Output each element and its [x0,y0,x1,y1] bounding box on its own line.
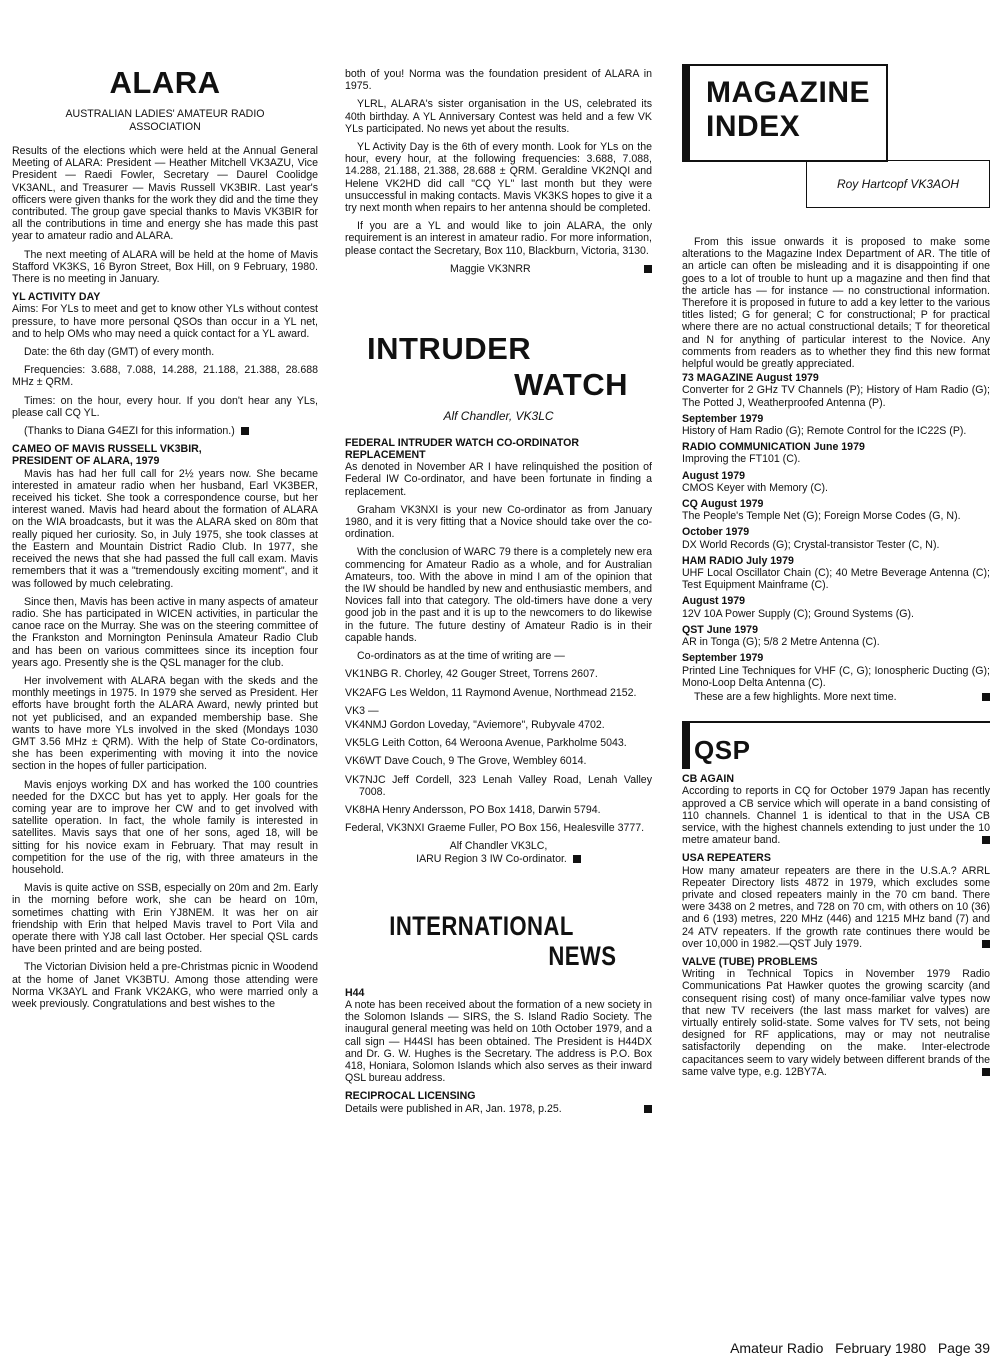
entry-text: History of Ham Radio (G); Remote Control for the IC22S (P). [682,425,967,438]
alara-subtitle [12,108,318,133]
entry-heading: RADIO COMMUNICATION June 1979 [682,441,865,454]
list-item: VK1NBG R. Chorley, 42 Gouger Street, Torrens 2607. [345,668,598,681]
index-byline: Roy Hartcopf VK3AOH [836,177,960,191]
section-heading: RECIPROCAL LICENSING [345,1090,476,1103]
index-entry [682,595,990,619]
closing-line [682,691,990,703]
column-middle [345,0,652,1121]
intl-title-line1: INTERNATIONAL [389,910,574,941]
list-item: VK2AFG Les Weldon, 11 Raymond Avenue, Northmead 2152. [345,686,637,699]
paragraph: Times: on the hour, every hour. If you don't hear any YLs, please call CQ YL. [12,394,318,419]
paragraph: both of you! Norma was the foundation president of ALARA in 1975. [345,68,652,93]
paragraph: Co-ordinators as at the time of writing are — [357,650,565,663]
list-item: VK7NJC Jeff Cordell, 323 Lenah Valley Road, Lenah Valley 7008. [345,773,652,798]
entry-text: Improving the FT101 (C). [682,453,801,466]
entry-heading: CQ August 1979 [682,498,764,511]
section-heading: USA REPEATERS [682,852,771,865]
intruder-signature [345,840,652,864]
intruder-title-line1: INTRUDER [367,330,532,366]
paragraph: Mavis is quite active on SSB, especially on 20m and 2m. Early in the morning before work, she can be heard on 10m, sometimes chatting with Erin YJ8NEM. It was her on air friendship with Erin that helped Mavis travel to Port Vila and operate there with YJ8 call last October. Her special QSL cards have been printed and are being posted. [12,882,318,956]
banner-box [682,64,888,162]
column-left [12,0,318,1016]
end-mark-icon [241,427,249,435]
paragraph: If you are a YL and would like to join ALARA, the only requirement is an interest in amateur radio. For more information, please contact the Secretary, Box 110, Blackburn, Victoria, 3130. [345,220,652,257]
section-heading: CB AGAIN [682,773,734,786]
qsp-title: QSP [694,735,751,766]
paragraph: The next meeting of ALARA will be held at the home of Mavis Stafford VK3KS, 16 Byron Street, Box Hill, on 9 February, 1980. There is no meeting in January. [12,248,318,286]
index-entry [682,470,990,494]
paragraph: The Victorian Division held a pre-Christmas picnic in Woodend at the home of Janet VK3BTU. Among those attending were Norma VK3AYL and Frank VK2AKG, who were married only a week previously. Congratulations and best wishes to the [12,961,318,1010]
entry-text: UHF Local Oscillator Chain (C); 40 Metre Beverage Antenna (C); Test Equipment Mainframe (C). [682,567,990,592]
qsp-repeaters-text: How many amateur repeaters are there in the U.S.A.? ARRL Repeater Directory lists 4872 in 1979, which excludes some private and closed repeaters mainly in the 70 cm band. There were 3438 on 2 metres, and 728 on 70 cm, with others on 10 (36) and 6 (193) metres, 220 MHz (446) and 1215 MHz band (7) and 24 ATV repeaters. If the growth rate continues there would be over 10,000 in 1982.—QST July 1979. [682,864,990,950]
column-right [682,0,990,1084]
index-title [690,66,886,144]
magazine-index-banner [682,64,990,234]
list-item: Federal, VK3NXI Graeme Fuller, PO Box 156, Healesville 3777. [345,822,645,835]
section-heading [12,443,318,467]
heading-line: CAMEO OF MAVIS RUSSELL VK3BIR, [12,443,202,456]
list-item: VK3 — [345,704,379,717]
heading-line: REPLACEMENT [345,449,426,462]
paragraph: YLRL, ALARA's sister organisation in the US, celebrated its 40th birthday. A YL Anniversary Contest was held and a few VK YLs participated. No news yet about the results. [345,98,652,135]
qsp-section [682,721,990,769]
paragraph: As denoted in November AR I have relinquished the position of Federal IW Co-ordinator, and have been fortunate in finding a replacement. [345,461,652,498]
entry-heading: August 1979 [682,469,745,482]
end-mark-icon [982,693,990,701]
list-item: VK5LG Leith Cotton, 64 Weroona Avenue, Parkholme 5043. [345,737,627,750]
intruder-byline: Alf Chandler, VK3LC [443,408,554,423]
byline-box [806,160,990,208]
index-entry [682,441,990,465]
index-title-line2: INDEX [706,110,801,143]
index-entry [682,498,990,522]
paragraph: Aims: For YLs to meet and get to know other YLs without contest pressure, to have more personal QSOs than occur in a YL net, and to help OMs who may need a quick contact for a YL award. [12,303,318,340]
thanks-text: (Thanks to Diana G4EZI for this information.) [24,425,235,438]
paragraph: A note has been received about the formation of a new society in the Solomon Islands — SIRS, the S. Island Radio Society. The inaugural general meeting was held on 10th October 1979, and a call sign — H44SI has been obtained. The President is H44DX and Dr. G. W. Hughes is the Secretary. The address is P.O. Box 418, Honiara, Solomon Islands which also serves as their inward QSL bureau address. [345,998,652,1085]
index-title-line1: MAGAZINE [706,76,870,109]
index-entries [682,372,990,703]
section-heading [345,437,652,461]
entry-heading: HAM RADIO July 1979 [682,554,794,567]
paragraph [682,865,990,950]
index-entry [682,555,990,592]
entry-heading: 73 MAGAZINE August 1979 [682,372,819,385]
index-entry [682,413,990,437]
entry-heading: September 1979 [682,412,764,425]
intruder-title-line2: WATCH [514,366,628,402]
section-heading: H44 [345,986,365,999]
end-mark-icon [982,940,990,948]
paragraph [682,968,990,1078]
entry-heading: August 1979 [682,595,745,608]
end-mark-icon [982,836,990,844]
index-entry [682,624,990,648]
list-item: VK4NMJ Gordon Loveday, "Aviemore", Rubyvale 4702. [345,718,605,731]
list-item: VK6WT Dave Couch, 9 The Grove, Wembley 6014. [345,755,587,768]
entry-heading: September 1979 [682,652,764,665]
paragraph: Date: the 6th day (GMT) of every month. [24,346,215,359]
signature-row [345,263,652,277]
page-footer: Amateur Radio February 1980 Page 39 [730,1340,990,1356]
list-item: VK8HA Henry Andersson, PO Box 1418, Darwin 5794. [345,803,601,816]
paragraph: With the conclusion of WARC 79 there is a completely new era commencing for Amateur Radio as a whole, and for Australian Amateurs, too. With the above in mind I am of the opinion that the IW should be handled by new and enthusiastic members, and Novices fall into that category. The old-timers have done a very good job in the past and it is up to the newcomers to do likewise in the future. The future destiny of Amateur Radio is in their capable hands. [345,546,652,644]
alara-subtitle-line2: ASSOCIATION [129,120,201,133]
closing-text: These are a few highlights. More next time. [694,690,897,703]
section-heading: YL ACTIVITY DAY [12,291,101,304]
end-mark-icon [644,1105,652,1113]
entry-text: The People's Temple Net (G); Foreign Morse Codes (G, N). [682,510,961,523]
entry-text: CMOS Keyer with Memory (C). [682,481,828,494]
paragraph: From this issue onwards it is proposed to make some alterations to the Magazine Index Department of AR. The title of an article can often be misleading and it is disappointing if one goes to a lot of trouble to hunt up a magazine and then find that the article has — for instance — no constructional information. Therefore it is proposed in future to add a key letter to the various titles listed; G for general; C for constructional; P for practical where there are no actual constructional details; T for theoretical and N for anything of particular interest to the Novice. Any comments from readers as to whether they find this new format helpful would be greatly appreciated. [682,236,990,371]
entry-text: 12V 10A Power Supply (C); Ground Systems (G). [682,607,914,620]
signature-line: Alf Chandler VK3LC, [449,840,548,853]
entry-text: DX World Records (G); Crystal-transistor Tester (C, N). [682,538,940,551]
qsp-valve-text: Writing in Technical Topics in November 1979 Radio Communications Pat Hawker quotes the growing scarcity (and consequent rising cost) of many once-familiar valve types now that new TV receivers (the last mass market for valves) are virtually entirely solid-state. Some valves for TV sets, not being designed for RF applications, may or may not neutralise satisfactorily depending on the make. Inter-electrode capacitances seem to vary widely between different brands of the same valve type, e.g. 12BY7A. [682,968,990,1078]
section-heading: VALVE (TUBE) PROBLEMS [682,955,818,968]
index-entry [682,652,990,689]
entry-text: AR in Tonga (G); 5/8 2 Metre Antenna (C). [682,636,880,649]
alara-subtitle-line1: AUSTRALIAN LADIES' AMATEUR RADIO [65,108,265,120]
coordinator-list [345,668,652,834]
paragraph: Mavis enjoys working DX and has worked the 100 countries needed for the DXCC but has yet to apply. Her goals for the coming year are to improve her CW and to get involved with satellite operation. In fact, the whole family is interested in satellites. Mavis says that one of her sons, aged 18, will be sitting for his novice exam in February. That may result in competition for the use of the rig, with three amateurs in the household. [12,778,318,876]
index-entry [682,526,990,550]
paragraph [682,785,990,846]
entry-heading: October 1979 [682,526,750,539]
alara-title: ALARA [109,65,221,100]
paragraph: Results of the elections which were held at the Annual General Meeting of ALARA: President — Heather Mitchell VK3AZU, Vice President — Raedi Fowler, Secretary — Daurel Coolidge VK3ANL, and Treasurer — Mavis Russell VK3BIR. Last year's officers were given thanks for the work they did and the time they contributed. The group gave special thanks to Mavis VK3BIR for all the contributions in time and energy she has made this past year to amateur radio and ALARA. [12,145,318,243]
entry-heading: QST June 1979 [682,623,758,636]
reciprocal-text: Details were published in AR, Jan. 1978, p.25. [345,1102,562,1115]
end-mark-icon [644,265,652,273]
heading-line: FEDERAL INTRUDER WATCH CO-ORDINATOR [345,436,580,449]
signature-line [345,853,652,865]
heading-line: PRESIDENT OF ALARA, 1979 [12,455,160,468]
qsp-body [682,773,990,1078]
paragraph: Her involvement with ALARA began with the skeds and the monthly meetings in 1975. In 1979 she served as President. Her efforts have brought forth the ALARA Award, newly printed but not yet publicised, and an expanded membership base. She wants to have more YLs involved in the sked (Mondays 1030 GMT 3.56 MHz ± QRM). With the help of State Co-ordinators, she has been experimenting with moving it into the novice section in the hopes of fuller participation. [12,674,318,773]
intruder-title [345,331,652,403]
entry-text: Converter for 2 GHz TV Channels (P); History of Ham Radio (G); The Potted J, Weatherproofed Antenna (P). [682,384,990,409]
paragraph [345,1103,652,1115]
intl-title-line2: NEWS [548,940,617,971]
paragraph: Since then, Mavis has been active in many aspects of amateur radio. She has participated in WICEN activities, in particular the canoe race on the Murray. She was on the steering committee of the Frankston and Mornington Peninsula Amateur Radio Club and has been on various committees since its inception four years ago. Presently she is the QSL manager for the club. [12,595,318,669]
entry-text: Printed Line Techniques for VHF (C, G); Ionospheric Ducting (G); Mono-Loop Delta Antenna (C). [682,664,990,689]
paragraph: YL Activity Day is the 6th of every month. Look for YLs on the hour, every hour, at the following frequencies: 3.688, 7.088, 14.288, 21.188, 21.388, 28.688 ± QRM. Geraldine VK2NQI and Helene VK2HD did call "CQ YL" last month but they were unsuccessful in making contacts. Mavis VK3KS hopes to give it a try next month when repairs to her antenna should be completed. [345,141,652,215]
paragraph: Mavis has had her full call for 2½ years now. She became interested in amateur radio when her husband, Earl VK3BER, received his ticket. She took a correspondence course, but her interest waned. Mavis had heard about the formation of ALARA on the WIA broadcasts, but it was the ALARA sked on 80m that really piqued her curiosity. So, in July 1975, she took classes at the Eastern and Mountain District Radio Club. In 1977, she received the news that she had passed the full call exam. Mavis remembers that it was a "tremendously exciting moment", and it was followed by much celebrating. [12,467,318,590]
paragraph: Graham VK3NXI is your new Co-ordinator as from January 1980, and it is very fitting that a Novice should take over the co-ordination. [345,503,652,541]
paragraph [12,425,318,437]
end-mark-icon [982,1068,990,1076]
qsp-cb-text: According to reports in CQ for October 1979 Japan has recently approved a CB service which will operate in a band consisting of 110 channels. Channel 1 is identical to that in the USA CB service, with the highest channels extending to just under the 10 metre amateur band. [682,785,990,847]
intl-title [345,910,617,971]
paragraph: Frequencies: 3.688, 7.088, 14.288, 21.188, 21.388, 28.688 MHz ± QRM. [12,364,318,389]
index-entry [682,372,990,409]
alara-signature: Maggie VK3NRR [450,262,531,275]
signature-text: IARU Region 3 IW Co-ordinator. [416,852,567,865]
end-mark-icon [573,855,581,863]
